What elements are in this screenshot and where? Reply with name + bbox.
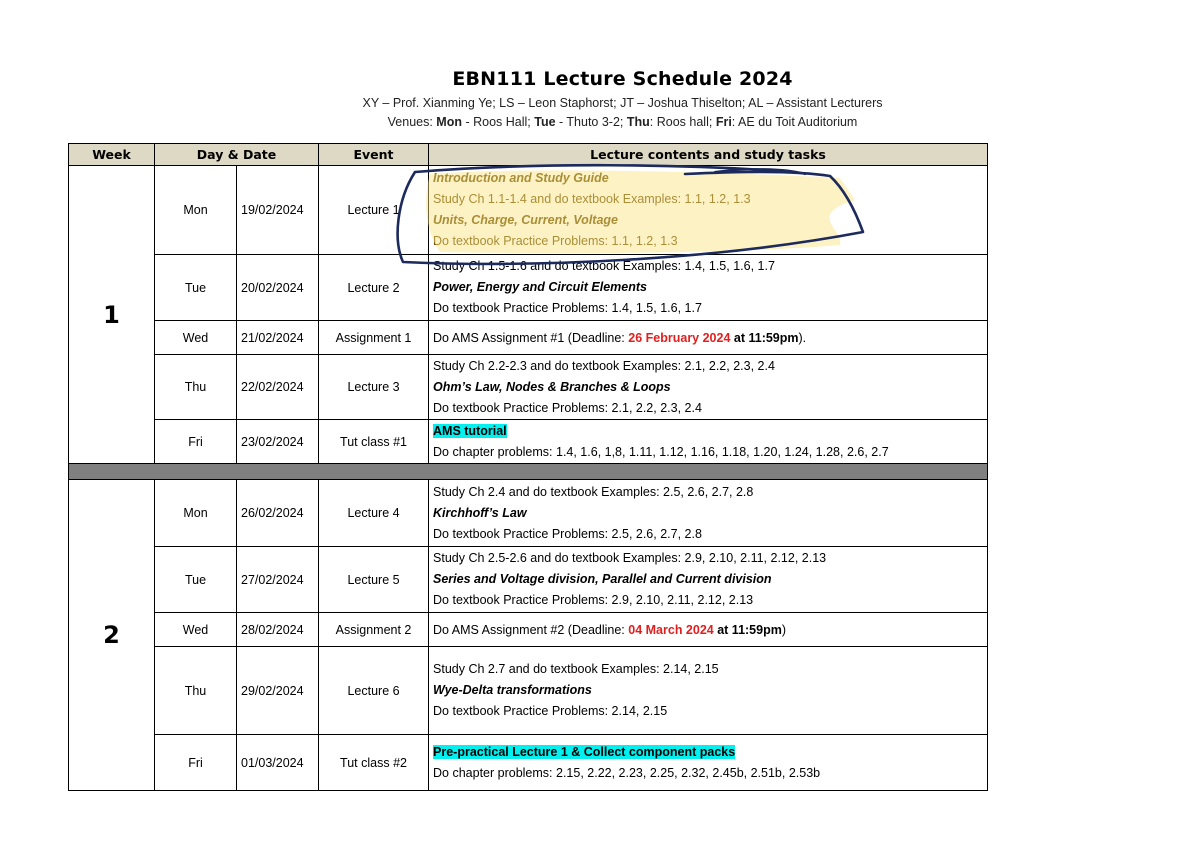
date-cell: 01/03/2024	[237, 735, 319, 791]
venue-day: Thu	[626, 115, 650, 129]
content-cell	[429, 321, 988, 355]
event-cell: Lecture 6	[319, 647, 429, 735]
event-cell: Tut class #2	[319, 735, 429, 791]
content-cell	[429, 255, 988, 321]
day-cell: Tue	[155, 255, 237, 321]
topic-title: Introduction and Study Guide	[433, 171, 609, 185]
venue-day: Fri	[715, 115, 732, 129]
event-cell: Tut class #1	[319, 420, 429, 464]
event-cell: Lecture 4	[319, 480, 429, 547]
schedule-table	[68, 143, 988, 791]
tutorial-highlight: AMS tutorial	[433, 423, 507, 438]
practice-task: Do textbook Practice Problems: 2.9, 2.10, 2.11, 2.12, 2.13	[433, 593, 754, 607]
date-cell: 28/02/2024	[237, 613, 319, 647]
event-cell: Lecture 1	[319, 166, 429, 255]
table-row	[69, 321, 988, 355]
practice-task: Do textbook Practice Problems: 2.5, 2.6, 2.7, 2.8	[433, 526, 702, 541]
study-task: Study Ch 2.7 and do textbook Examples: 2.14, 2.15	[433, 662, 719, 676]
content-cell	[429, 355, 988, 420]
content-cell	[429, 480, 988, 547]
table-row	[69, 647, 988, 735]
date-cell: 23/02/2024	[237, 420, 319, 464]
staff-legend: XY – Prof. Xianming Ye; LS – Leon Staphorst; JT – Joshua Thiselton; AL – Assistant Lecturers	[362, 96, 883, 110]
date-cell: 29/02/2024	[237, 647, 319, 735]
table-row	[69, 613, 988, 647]
day-cell: Wed	[155, 321, 237, 355]
assignment-suffix: ).	[798, 330, 807, 345]
week-separator	[69, 464, 988, 480]
day-cell: Fri	[155, 735, 237, 791]
table-row	[69, 355, 988, 420]
venue-place: : AE du Toit Auditorium	[731, 115, 858, 129]
event-cell: Assignment 1	[319, 321, 429, 355]
table-row	[69, 480, 988, 547]
table-header-row	[69, 144, 988, 166]
assignment-text: Do AMS Assignment #1 (Deadline:	[433, 330, 629, 345]
date-cell: 27/02/2024	[237, 547, 319, 613]
practice-task: Do textbook Practice Problems: 2.14, 2.15	[433, 704, 668, 718]
venue-day: Mon	[436, 115, 462, 129]
chapter-problems: Do chapter problems: 1.4, 1.6, 1,8, 1.11, 1.12, 1.16, 1.18, 1.20, 1.24, 1.28, 2.6, 2.7	[433, 444, 889, 459]
day-cell: Mon	[155, 480, 237, 547]
table-row	[69, 420, 988, 464]
study-task: Study Ch 1.5-1.6 and do textbook Examples: 1.4, 1.5, 1.6, 1.7	[433, 259, 775, 273]
date-cell: 22/02/2024	[237, 355, 319, 420]
event-cell: Assignment 2	[319, 613, 429, 647]
content-cell	[429, 735, 988, 791]
venues-line	[0, 115, 1200, 129]
table-row	[69, 166, 988, 255]
week-number: 1	[69, 166, 155, 464]
study-task: Study Ch 2.2-2.3 and do textbook Examples: 2.1, 2.2, 2.3, 2.4	[433, 358, 775, 373]
day-cell: Mon	[155, 166, 237, 255]
content-cell	[429, 166, 988, 255]
content-cell	[429, 647, 988, 735]
date-cell: 19/02/2024	[237, 166, 319, 255]
date-cell: 26/02/2024	[237, 480, 319, 547]
content-cell	[429, 613, 988, 647]
header-content: Lecture contents and study tasks	[429, 144, 988, 166]
day-cell: Thu	[155, 647, 237, 735]
practice-task: Do textbook Practice Problems: 1.1, 1.2, 1.3	[433, 234, 678, 248]
topic-title: Kirchhoff’s Law	[433, 505, 527, 520]
venue-place: - Thuto 3-2;	[555, 115, 627, 129]
venue-day: Tue	[534, 115, 556, 129]
deadline-time: at 11:59pm	[730, 330, 799, 345]
date-cell: 20/02/2024	[237, 255, 319, 321]
study-task: Study Ch 2.5-2.6 and do textbook Examples: 2.9, 2.10, 2.11, 2.12, 2.13	[433, 551, 827, 565]
week-number: 2	[69, 480, 155, 791]
topic-title: Power, Energy and Circuit Elements	[433, 280, 647, 294]
topic-title: Series and Voltage division, Parallel and Current division	[433, 572, 772, 586]
day-cell: Fri	[155, 420, 237, 464]
event-cell: Lecture 5	[319, 547, 429, 613]
venues-prefix: Venues:	[387, 115, 437, 129]
day-cell: Thu	[155, 355, 237, 420]
deadline-date: 04 March 2024	[628, 622, 714, 637]
header-event: Event	[319, 144, 429, 166]
practice-task: Do textbook Practice Problems: 1.4, 1.5, 1.6, 1.7	[433, 301, 702, 315]
deadline-date: 26 February 2024	[628, 330, 731, 345]
topic-title: Wye-Delta transformations	[433, 683, 592, 697]
separator-bar	[69, 464, 988, 480]
prepractical-highlight: Pre-practical Lecture 1 & Collect component packs	[433, 744, 736, 759]
chapter-problems: Do chapter problems: 2.15, 2.22, 2.23, 2.25, 2.32, 2.45b, 2.51b, 2.53b	[433, 765, 821, 780]
page-title: EBN111 Lecture Schedule 2024	[452, 68, 793, 90]
header-week: Week	[69, 144, 155, 166]
content-cell	[429, 420, 988, 464]
assignment-text: Do AMS Assignment #2 (Deadline:	[433, 622, 629, 637]
topic-title: Ohm’s Law, Nodes & Branches & Loops	[433, 379, 671, 394]
event-cell: Lecture 3	[319, 355, 429, 420]
event-cell: Lecture 2	[319, 255, 429, 321]
assignment-suffix: )	[781, 622, 787, 637]
day-cell: Tue	[155, 547, 237, 613]
practice-task: Do textbook Practice Problems: 2.1, 2.2, 2.3, 2.4	[433, 400, 702, 415]
header-day-date: Day & Date	[155, 144, 319, 166]
table-row	[69, 255, 988, 321]
deadline-time: at 11:59pm	[713, 622, 782, 637]
day-cell: Wed	[155, 613, 237, 647]
study-task: Study Ch 1.1-1.4 and do textbook Examples: 1.1, 1.2, 1.3	[433, 192, 751, 206]
study-task: Study Ch 2.4 and do textbook Examples: 2.5, 2.6, 2.7, 2.8	[433, 484, 754, 499]
topic-title: Units, Charge, Current, Voltage	[433, 213, 618, 227]
venue-place: - Roos Hall;	[461, 115, 535, 129]
table-row	[69, 547, 988, 613]
table-row	[69, 735, 988, 791]
date-cell: 21/02/2024	[237, 321, 319, 355]
content-cell	[429, 547, 988, 613]
venue-place: : Roos hall;	[649, 115, 716, 129]
